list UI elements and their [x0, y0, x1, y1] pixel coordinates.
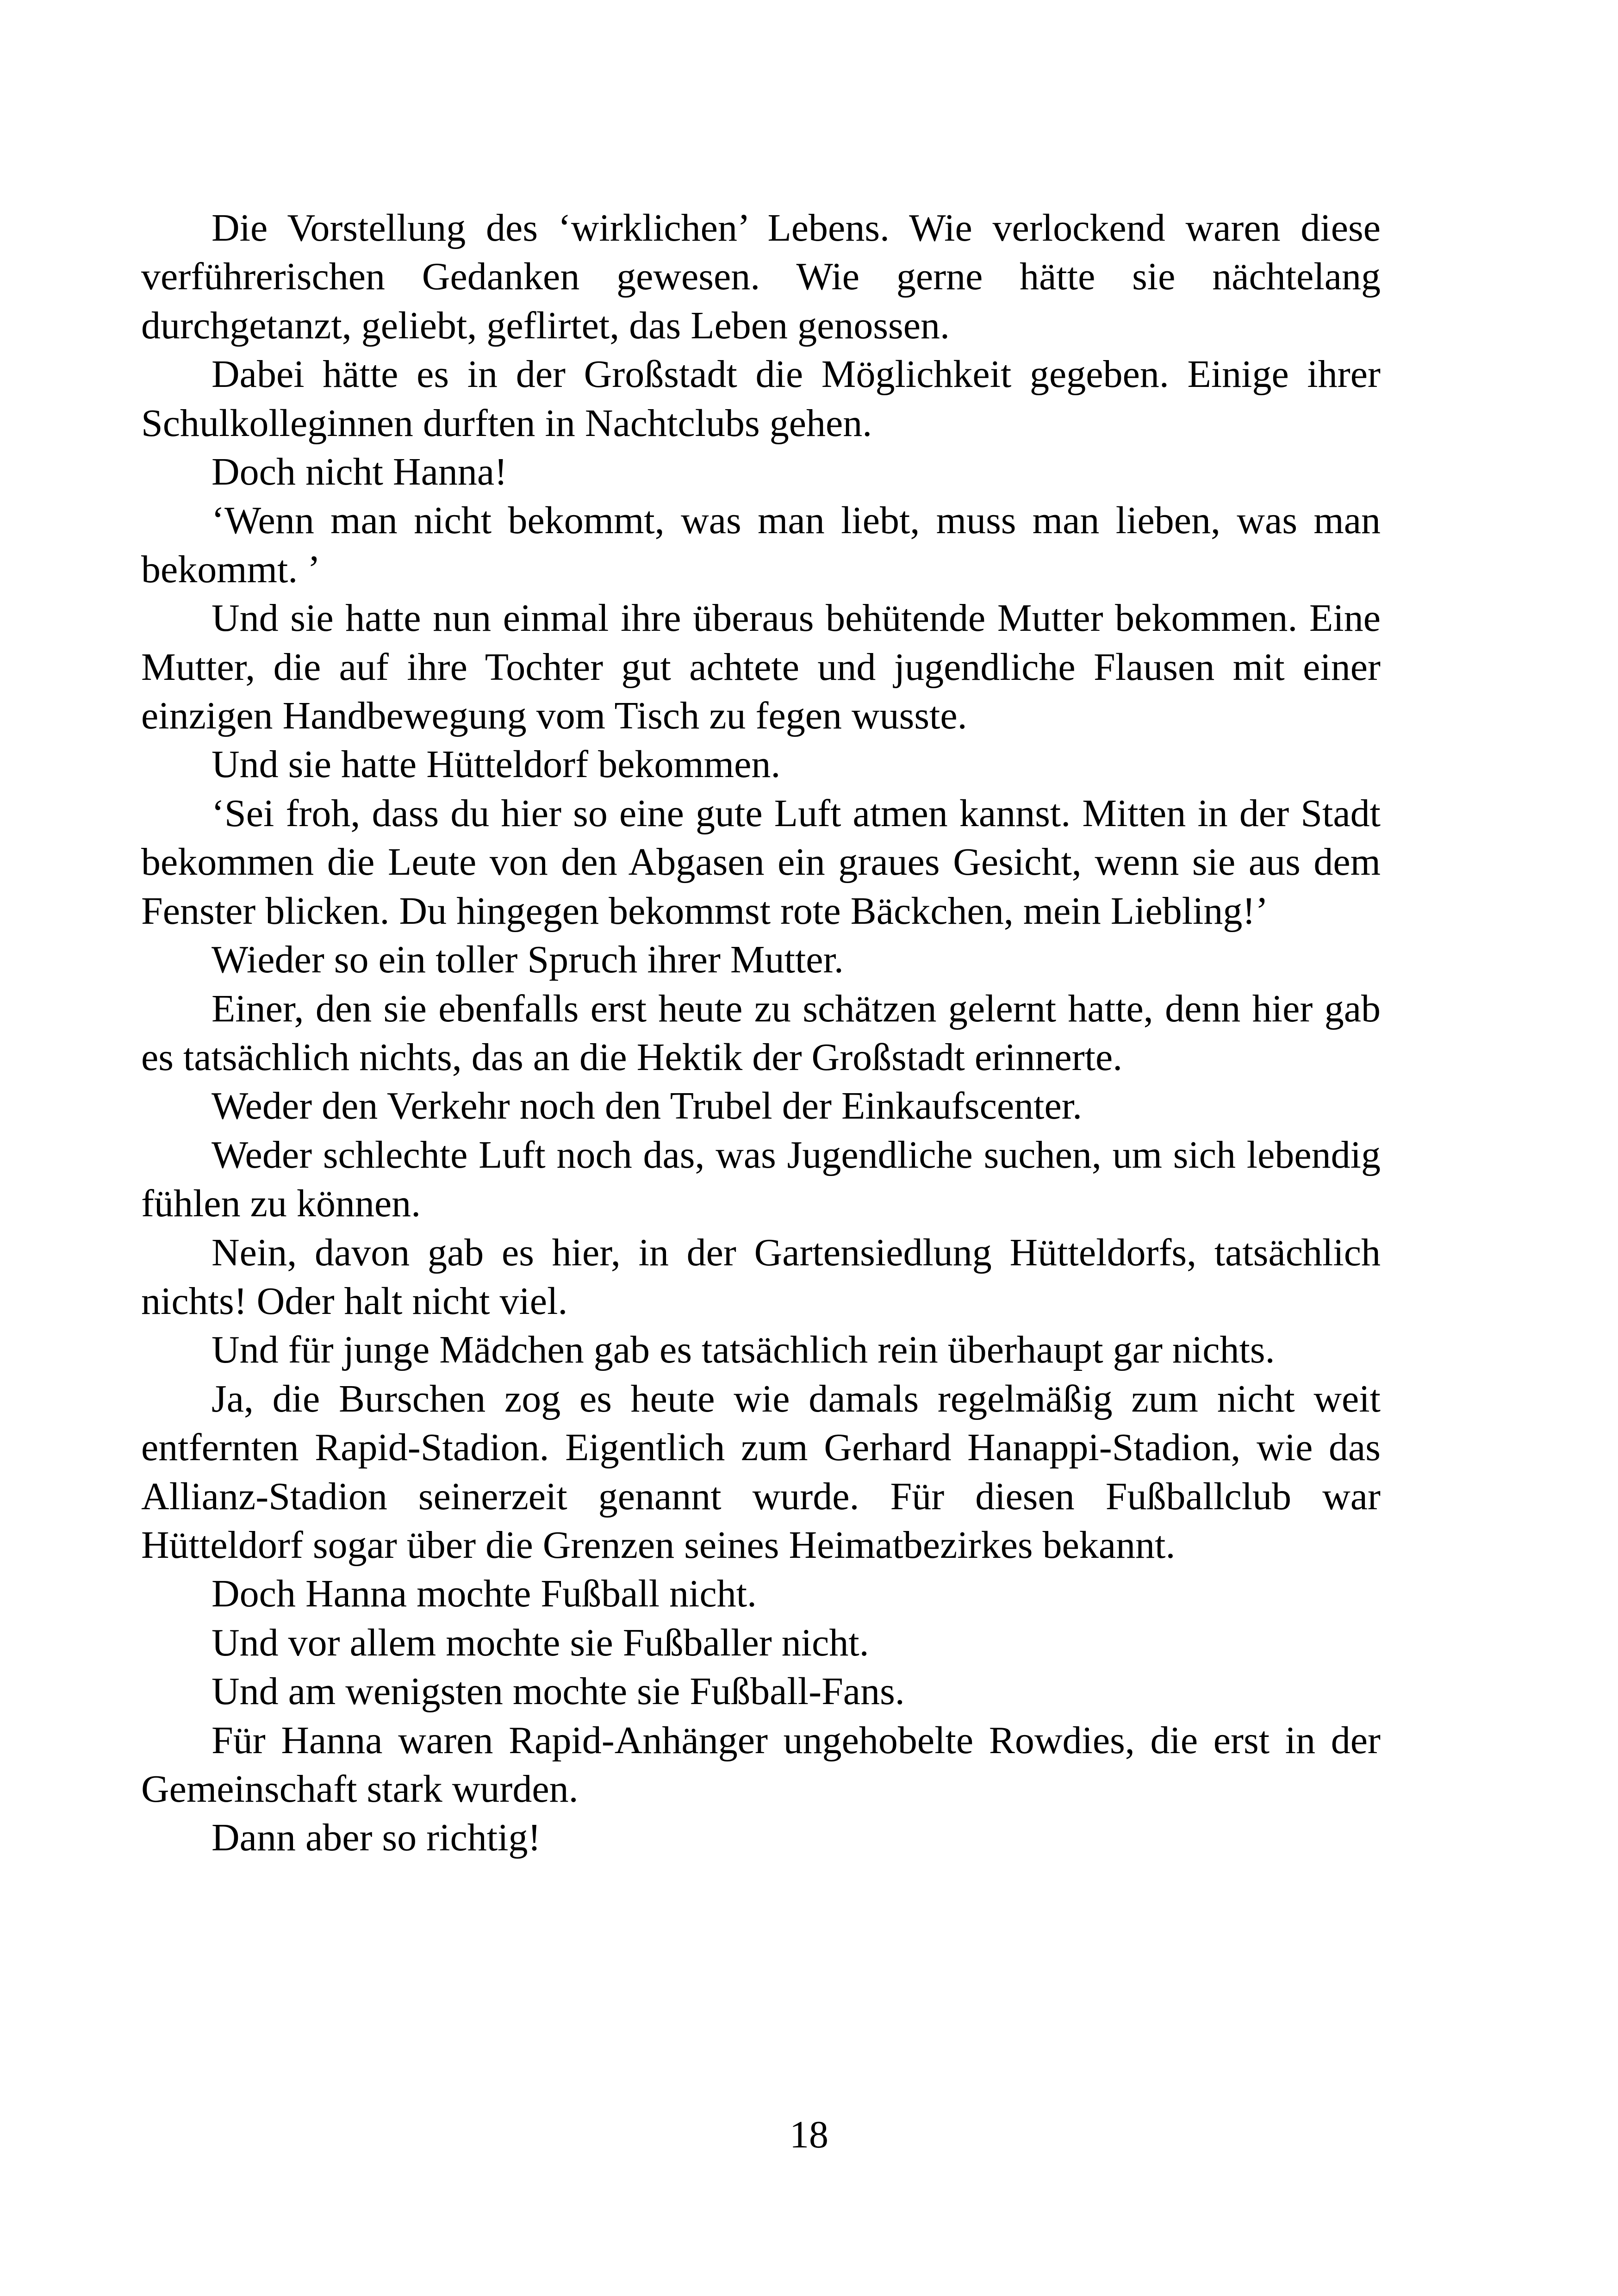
body-text — [141, 204, 1381, 1862]
paragraph-14: Ja, die Burschen zog es heute wie damals regelmäßig zum nicht weit entfernten Rapid-Stadion. Eigentlich zum Gerhard Hanappi-Stadion, wie das Allianz-Stadion seinerzeit genannt wurde. Für diesen Fußballclub war Hütteldorf sogar über die Grenzen seines Heimatbezirkes bekannt. — [141, 1377, 1381, 1567]
paragraph-3: Doch nicht Hanna! — [212, 450, 508, 494]
paragraph-19: Dann aber so richtig! — [212, 1816, 541, 1860]
paragraph-13: Und für junge Mädchen gab es tatsächlich rein überhaupt gar nichts. — [212, 1328, 1275, 1372]
paragraph-5: Und sie hatte nun einmal ihre überaus behütende Mutter bekommen. Eine Mutter, die auf ihre Tochter gut achtete und jugendliche Flausen mit einer einzigen Handbewegung vom Tisch zu fegen wusste. — [141, 597, 1381, 738]
paragraph-16: Und vor allem mochte sie Fußballer nicht. — [212, 1621, 869, 1664]
paragraph-8: Wieder so ein toller Spruch ihrer Mutter. — [212, 938, 844, 982]
paragraph-4: ‘Wenn man nicht bekommt, was man liebt, muss man lieben, was man bekommt. ’ — [141, 499, 1381, 591]
paragraph-2: Dabei hätte es in der Großstadt die Möglichkeit gegeben. Einige ihrer Schulkolleginnen durften in Nachtclubs gehen. — [141, 353, 1381, 445]
paragraph-12: Nein, davon gab es hier, in der Gartensiedlung Hütteldorfs, tatsächlich nichts! Oder halt nicht viel. — [141, 1231, 1381, 1323]
paragraph-7: ‘Sei froh, dass du hier so eine gute Luft atmen kannst. Mitten in der Stadt bekommen die Leute von den Abgasen ein graues Gesicht, wenn sie aus dem Fenster blicken. Du hingegen bekommst rote Bäckchen, mein Liebling!’ — [141, 791, 1381, 933]
paragraph-9: Einer, den sie ebenfalls erst heute zu schätzen gelernt hatte, denn hier gab es tatsächlich nichts, das an die Hektik der Großstadt erinnerte. — [141, 987, 1381, 1079]
paragraph-11: Weder schlechte Luft noch das, was Jugendliche suchen, um sich lebendig fühlen zu können. — [141, 1133, 1381, 1226]
paragraph-10: Weder den Verkehr noch den Trubel der Einkaufscenter. — [212, 1084, 1083, 1128]
paragraph-15: Doch Hanna mochte Fußball nicht. — [212, 1572, 757, 1616]
paragraph-6: Und sie hatte Hütteldorf bekommen. — [212, 743, 781, 786]
paragraph-1: Die Vorstellung des ‘wirklichen’ Lebens. Wie verlockend waren diese verführerischen Gedanken gewesen. Wie gerne hätte sie nächtelang durchgetanzt, geliebt, geflirtet, das Leben genossen. — [141, 206, 1381, 347]
paragraph-17: Und am wenigsten mochte sie Fußball-Fans. — [212, 1670, 905, 1713]
page-number: 18 — [790, 2113, 828, 2156]
paragraph-18: Für Hanna waren Rapid-Anhänger ungehobelte Rowdies, die erst in der Gemeinschaft stark wurden. — [141, 1718, 1381, 1811]
